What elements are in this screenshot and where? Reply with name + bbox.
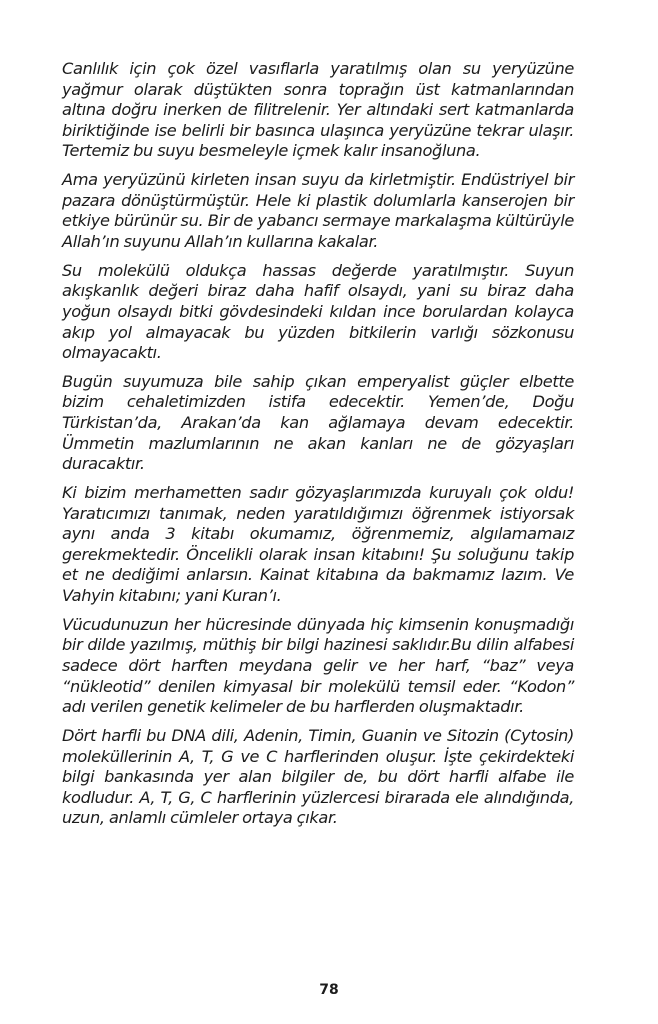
page-body (62, 59, 574, 837)
paragraph-genetic-language: Vücudunuzun her hücresinde dünyada hiç kimsenin konuşmadığı bir dilde yazılmış, müthiş bir bilgi hazinesi saklıdır.Bu dilin alfabesi sadece dört harften meydana gelir ve her harf, “baz” veya “nükleotid” denilen kimyasal bir molekülü temsil eder. “Kodon” adı verilen genetik kelimeler de bu harflerden oluşmaktadır. (62, 614, 574, 717)
paragraph-water-molecule: Su molekülü oldukça hassas değerde yaratılmıştır. Suyun akışkanlık değeri biraz daha hafif olsaydı, yani su biraz daha yoğun olsaydı bitki gövdesindeki kıldan ince borulardan kolayca akıp yol almayacak bu yüzden bitkilerin varlığı sözkonusu olmayacaktı. (62, 260, 574, 363)
paragraph-water-pollution: Ama yeryüzünü kirleten insan suyu da kirletmiştir. Endüstriyel bir pazara dönüştürmüştür. Hele ki plastik dolumlarla kanserojen bir etkiye bürünür su. Bir de yabancı sermaye markalaşma kültürüyle Allah’ın suyunu Allah’ın kullarına kakalar. (62, 170, 574, 251)
paragraph-dna-alphabet: Dört harfli bu DNA dili, Adenin, Timin, Guanin ve Sitozin (Cytosin) moleküllerinin A, T, G ve C harflerinden oluşur. İşte çekirdekteki bilgi bankasında yer alan bilgiler de, bu dört harfli alfabe ile kodludur. A, T, G, C harflerinin yüzlercesi birarada ele alındığında, uzun, anlamlı cümleler ortaya çıkar. (62, 725, 574, 828)
paragraph-imperialist-powers: Bugün suyumuza bile sahip çıkan emperyalist güçler elbette bizim cehaletimizden istifa edecektir. Yemen’de, Doğu Türkistan’da, Arakan’da kan ağlamaya devam edecektir. Ümmetin mazlumlarının ne akan kanları ne de gözyaşları duracaktır. (62, 371, 574, 474)
paragraph-three-books: Ki bizim merhametten sadır gözyaşlarımızda kuruyalı çok oldu! Yaratıcımızı tanımak, neden yaratıldığımızı öğrenmek istiyorsak aynı anda 3 kitabı okumamız, öğrenmemiz, algılamamaız gerekmektedir. Öncelikli olarak insan kitabını! Şu soluğunu takip et ne dediğimi anlarsın. Kainat kitabına da bakmamız lazım. Ve Vahyin kitabını; yani Kuran’ı. (62, 483, 574, 605)
paragraph-water-filtration: Canlılık için çok özel vasıflarla yaratılmış olan su yeryüzüne yağmur olarak düştükten sonra toprağın üst katmanlarından altına doğru inerken de filitrelenir. Yer altındaki sert katmanlarda biriktiğinde ise belirli bir basınca ulaşınca yeryüzüne tekrar ulaşır. Tertemiz bu suyu besmeleyle içmek kalır insanoğluna. (62, 59, 574, 161)
page-number: 78 (319, 982, 339, 998)
